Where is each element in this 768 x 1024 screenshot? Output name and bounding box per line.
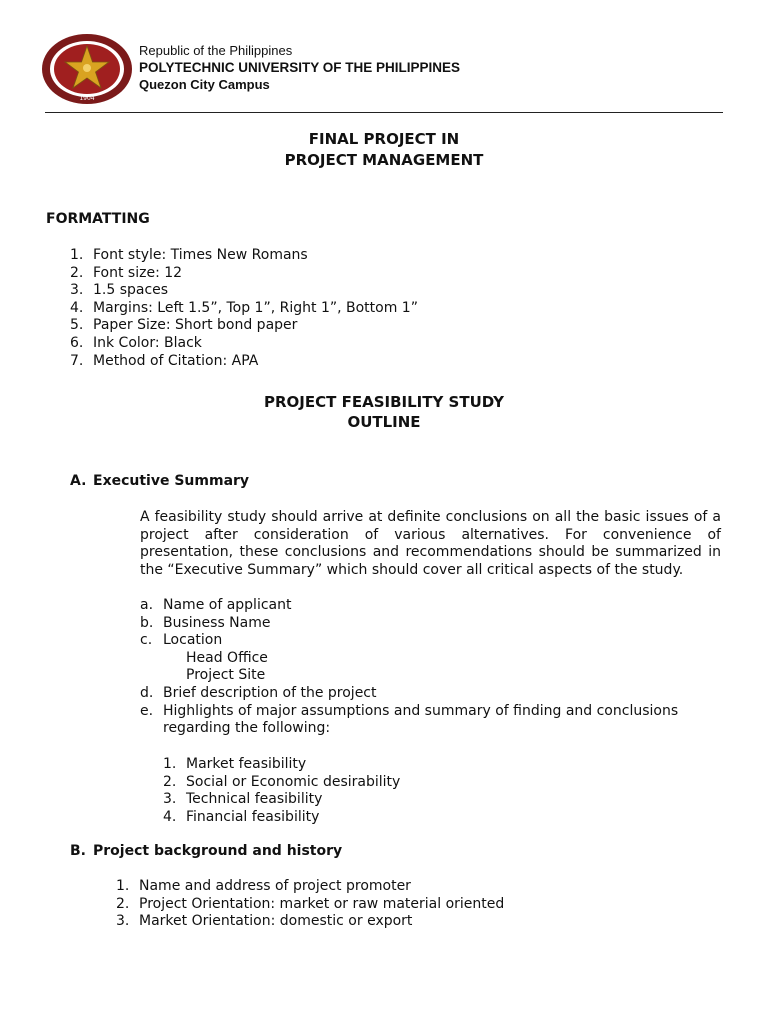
highlights-sub-list [163, 756, 723, 826]
list-item: a. Name of applicant [140, 597, 292, 613]
list-item: e. Highlights of major assumptions and summary of finding and conclusions regarding the following: [140, 702, 679, 737]
list-item: 2. Font size: 12 [70, 264, 183, 281]
header-university: POLYTECHNIC UNIVERSITY OF THE PHILIPPINES [139, 60, 461, 75]
list-item: 1. Font style: Times New Romans [70, 247, 308, 263]
formatting-list [70, 247, 710, 370]
list-item: 2. Project Orientation: market or raw material oriented [116, 895, 505, 912]
list-item: b. Business Name [140, 614, 271, 631]
executive-summary-paragraph: A feasibility study should arrive at definite conclusions on all the basic issues of a project after consideration of various alternatives. For convenience of presentation, these conclusions and recommendations should be summarized in the “Executive Summary” which should cover all critical aspects of the study. [140, 509, 721, 578]
outline-title-line1: PROJECT FEASIBILITY STUDY [264, 393, 504, 411]
list-item: d. Brief description of the project [140, 684, 377, 701]
formatting-heading: FORMATTING [46, 211, 150, 227]
section-a-heading: A. Executive Summary [70, 473, 250, 489]
list-item: 2. Social or Economic desirability [163, 773, 401, 790]
executive-summary-list [140, 597, 730, 738]
document-title-line2: PROJECT MANAGEMENT [284, 151, 484, 169]
list-item: 1. Market feasibility [163, 756, 307, 772]
list-item: 3. Technical feasibility [163, 791, 323, 808]
list-item: 5. Paper Size: Short bond paper [70, 317, 298, 334]
location-sub-item: Head Office [186, 649, 268, 666]
list-item: 3. Market Orientation: domestic or export [116, 913, 413, 930]
list-item: c. Location [140, 632, 223, 649]
header-divider [45, 112, 723, 113]
list-item: 4. Financial feasibility [163, 808, 320, 825]
project-background-list [116, 878, 716, 931]
list-item: 1. Name and address of project promoter [116, 878, 411, 894]
header-campus: Quezon City Campus [139, 77, 270, 92]
outline-title-line2: OUTLINE [347, 413, 421, 431]
list-item: 3. 1.5 spaces [70, 282, 169, 299]
university-seal-logo [40, 32, 134, 106]
list-item: 4. Margins: Left 1.5”, Top 1”, Right 1”, Bottom 1” [70, 299, 418, 316]
list-item: 6. Ink Color: Black [70, 334, 202, 351]
header-republic: Republic of the Philippines [139, 43, 293, 58]
section-b-heading: B. Project background and history [70, 843, 343, 859]
list-item: 7. Method of Citation: APA [70, 352, 259, 369]
document-title-line1: FINAL PROJECT IN [308, 130, 460, 148]
svg-text:1904: 1904 [79, 95, 95, 102]
location-sub-item: Project Site [186, 667, 266, 684]
